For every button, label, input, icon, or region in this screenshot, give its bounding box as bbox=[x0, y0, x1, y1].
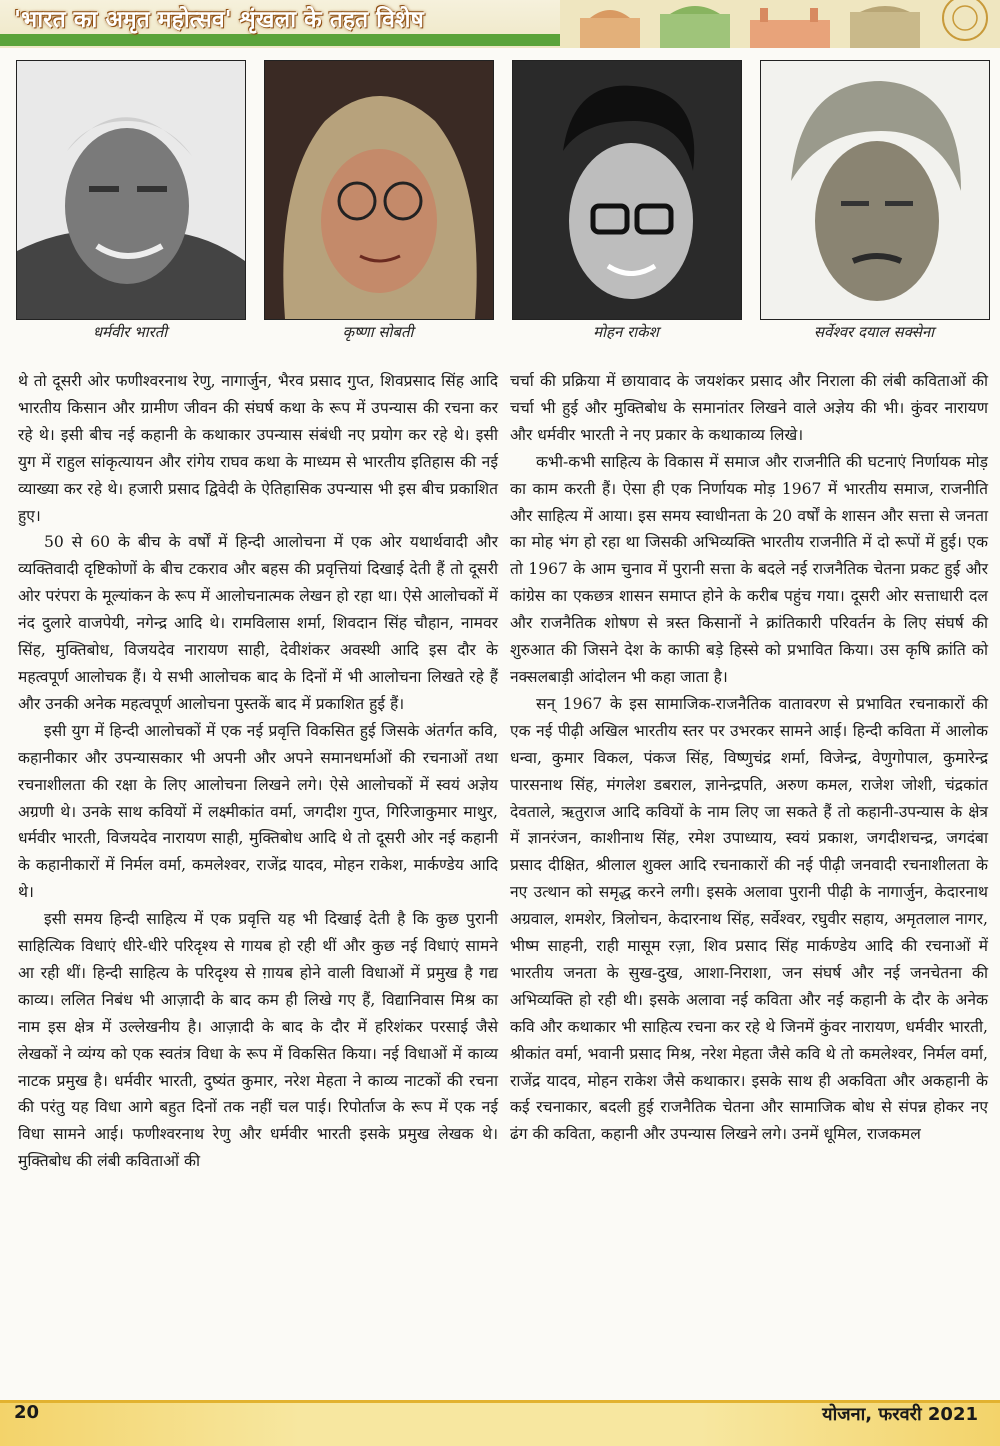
photo-caption: कृष्णा सोबती bbox=[342, 323, 414, 341]
banner-stripe bbox=[0, 34, 560, 46]
photo-caption: सर्वेश्वर दयाल सक्सेना bbox=[813, 323, 935, 341]
article-column-right bbox=[510, 368, 988, 1148]
header-banner bbox=[0, 0, 1000, 48]
photo-caption: धर्मवीर भारती bbox=[92, 323, 168, 341]
paragraph: सन् 1967 के इस सामाजिक-राजनैतिक वातावरण से प्रभावित रचनाकारों की एक नई पीढ़ी अखिल भारतीय स्तर पर उभरकर सामने आई। हिन्दी कविता में आलोक धन्वा, कुमार विकल, पंकज सिंह, विष्णुचंद्र शर्मा, विजेन्द्र, वेणुगोपाल, कुमारेन्द्र पारसनाथ सिंह, मंगलेश डबराल, ज्ञानेन्द्रपति, अरुण कमल, राजेश जोशी, चंद्रकांत देवताले, ऋतुराज आदि कवियों के नाम लिए जा सकते हैं तो कहानी-उपन्यास के क्षेत्र में ज्ञानरंजन, काशीनाथ सिंह, रमेश उपाध्याय, स्वयं प्रकाश, जगदीशचन्द्र, जगदंबा प्रसाद दीक्षित, श्रीलाल शुक्ल आदि रचनाकारों की नई पीढ़ी जनवादी रचनाशीलता के नए उत्थान को समृद्ध करने लगी। इसके अलावा पुरानी पीढ़ी के नागार्जुन, केदारनाथ अग्रवाल, शमशेर, त्रिलोचन, केदारनाथ सिंह, सर्वेश्वर, रघुवीर सहाय, अमृतलाल नागर, भीष्म साहनी, राही मासूम रज़ा, शिव प्रसाद सिंह मार्कण्डेय आदि की रचनाओं में भारतीय जनता के सुख-दुख, आशा-निराशा, जन संघर्ष और नई जनचेतना की अभिव्यक्ति हो रही थी। इसके अलावा नई कविता और नई कहानी के दौर के अनेक कवि और कथाकार भी साहित्य रचना कर रहे थे जिनमें कुंवर नारायण, धर्मवीर भारती, श्रीकांत वर्मा, भवानी प्रसाद मिश्र, नरेश मेहता जैसे कवि थे तो कमलेश्वर, निर्मल वर्मा, राजेंद्र यादव, मोहन राकेश जैसे कथाकार। इसके साथ ही अकविता और अकहानी के कई रचनाकार, बदली हुई राजनैतिक चेतना और सामाजिक बोध से संपन्न होकर नए ढंग की कविता, कहानी और उपन्यास लिखने लगे। उनमें धूमिल, राजकमल bbox=[510, 694, 988, 1144]
page-number: 20 bbox=[14, 1402, 40, 1423]
paragraph: इसी युग में हिन्दी आलोचकों में एक नई प्रवृत्ति विकसित हुई जिसके अंतर्गत कवि, कहानीकार और उपन्यासकार भी अपनी और अपने समानधर्माओं की रचनाओं तथा रचनाशीलता की रक्षा के लिए आलोचना लिखने लगे। ऐसे आलोचकों में स्वयं अज्ञेय अग्रणी थे। उनके साथ कवियों में लक्ष्मीकांत वर्मा, जगदीश गुप्त, गिरिजाकुमार माथुर, धर्मवीर भारती, विजयदेव नारायण साही, मुक्तिबोध आदि थे तो दूसरी ओर नई कहानी के कहानीकारों में निर्मल वर्मा, कमलेश्वर, राजेंद्र यादव, मोहन राकेश, मार्कण्डेय आदि थे। bbox=[18, 721, 498, 902]
magazine-issue: योजना, फरवरी 2021 bbox=[822, 1404, 978, 1425]
page-title: 'भारत का अमृत महोत्सव' शृंखला के तहत विशेष bbox=[14, 7, 424, 33]
paragraph: 50 से 60 के बीच के वर्षों में हिन्दी आलोचना में एक ओर यथार्थवादी और व्यक्तिवादी दृष्टिकोणों के बीच टकराव और बहस की प्रवृत्तियां दिखाई देती हैं तो दूसरी ओर परंपरा के मूल्यांकन के रूप में आलोचनात्मक लेखन हो रहा था। ऐसे आलोचकों में नंद दुलारे वाजपेयी, नगेन्द्र आदि थे। रामविलास शर्मा, शिवदान सिंह चौहान, नामवर सिंह, मुक्तिबोध, विजयदेव नारायण साही, देवीशंकर अवस्थी आदि इस दौर के महत्वपूर्ण आलोचक हैं। ये सभी आलोचक बाद के दिनों में भी आलोचना लिखते रहे हैं और उनकी अनेक महत्वपूर्ण आलोचना पुस्तकें बाद में प्रकाशित हुई हैं। bbox=[18, 533, 498, 713]
paragraph: थे तो दूसरी ओर फणीश्वरनाथ रेणु, नागार्जुन, भैरव प्रसाद गुप्त, शिवप्रसाद सिंह आदि भारतीय किसान और ग्रामीण जीवन की संघर्ष कथा के रूप में उपन्यास की रचना कर रहे थे। इसी बीच नई कहानी के कथाकार उपन्यास संबंधी नए प्रयोग कर रहे थे। इसी युग में राहुल सांकृत्यायन और रांगेय राघव कथा के माध्यम से भारतीय इतिहास की नई व्याख्या कर रहे थे। हजारी प्रसाद द्विवेदी के ऐतिहासिक उपन्यास भी इस बीच प्रकाशित हुए। bbox=[18, 372, 498, 525]
photo-caption: मोहन राकेश bbox=[593, 323, 659, 341]
portrait-sarveshwar-dayal-saxena bbox=[760, 60, 990, 320]
paragraph: चर्चा की प्रक्रिया में छायावाद के जयशंकर प्रसाद और निराला की लंबी कविताओं की चर्चा भी हुई और मुक्तिबोध के समानांतर लिखने वाले अज्ञेय की भी। कुंवर नारायण और धर्मवीर भारती ने नए प्रकार के कथाकाव्य लिखे। bbox=[510, 372, 988, 444]
portrait-mohan-rakesh bbox=[512, 60, 742, 320]
portrait-krishna-sobti bbox=[264, 60, 494, 320]
article-column-left bbox=[18, 368, 498, 1175]
paragraph: इसी समय हिन्दी साहित्य में एक प्रवृत्ति यह भी दिखाई देती है कि कुछ पुरानी साहित्यिक विधाएं धीरे-धीरे परिदृश्य से गायब हो रही थीं और कुछ नई विधाएं सामने आ रही थीं। हिन्दी साहित्य के परिदृश्य से ग़ायब होने वाली विधाओं में प्रमुख है गद्य काव्य। ललित निबंध भी आज़ादी के बाद कम ही लिखे गए हैं, विद्यानिवास मिश्र का नाम इस क्षेत्र में उल्लेखनीय है। आज़ादी के बाद के दौर में हरिशंकर परसाई जैसे लेखकों ने व्यंग्य को एक स्वतंत्र विधा के रूप में विकसित किया। नई विधाओं में काव्य नाटक प्रमुख है। धर्मवीर भारती, दुष्यंत कुमार, नरेश मेहता ने काव्य नाटकों की रचना की परंतु यह विधा आगे बहुत दिनों तक नहीं चल पाई। रिपोर्ताज के रूप में एक नई विधा सामने आई। फणीश्वरनाथ रेणु और धर्मवीर भारती इसके प्रमुख लेखक थे। मुक्तिबोध की लंबी कविताओं की bbox=[18, 910, 498, 1171]
paragraph: कभी-कभी साहित्य के विकास में समाज और राजनीति की घटनाएं निर्णायक मोड़ का काम करती हैं। ऐसा ही एक निर्णायक मोड़ 1967 में भारतीय समाज, राजनीति और साहित्य में आया। इस समय स्वाधीनता के 20 वर्षों के शासन और सत्ता से जनता का मोह भंग हो रहा था जिसकी अभिव्यक्ति भारतीय राजनीति में दो रूपों में हुई। एक तो 1967 के आम चुनाव में पुरानी सत्ता के बदले नई राजनैतिक चेतना प्रकट हुई और कांग्रेस का एकछत्र शासन समाप्त होने के करीब पहुंच गया। दूसरी ओर सत्ताधारी दल और राजनैतिक शोषण से त्रस्त किसानों ने क्रांतिकारी परिवर्तन के लिए संघर्ष की शुरुआत की जिसने देश के काफी बड़े हिस्से को प्रभावित किया। उस कृषि क्रांति को नक्सलबाड़ी आंदोलन भी कहा जाता है। bbox=[510, 452, 988, 686]
monuments-illustration bbox=[560, 0, 1000, 48]
portrait-dharmveer-bharati bbox=[16, 60, 246, 320]
